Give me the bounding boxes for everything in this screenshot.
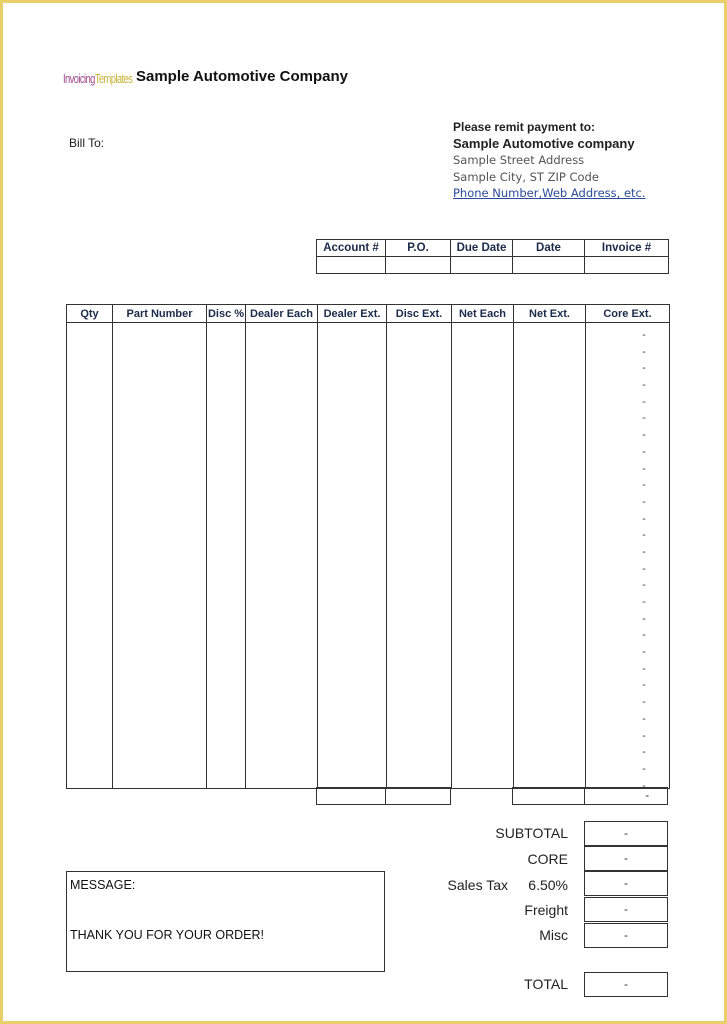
core-ext-dash: -	[642, 412, 646, 425]
remit-block	[453, 119, 646, 202]
account-header: Account #	[317, 240, 386, 257]
total-value: -	[584, 972, 668, 997]
invoice-info-table	[316, 239, 669, 274]
core-ext-dash: -	[642, 596, 646, 608]
core-ext-dash: -	[642, 779, 646, 792]
net-ext-column[interactable]	[514, 323, 586, 789]
remit-company: Sample Automotive company	[453, 135, 635, 151]
core-ext-dash: -	[642, 329, 646, 341]
po-header: P.O.	[386, 240, 451, 257]
core-ext-dash: -	[642, 579, 646, 592]
core-ext-dash: -	[642, 746, 646, 759]
sales-tax-rate[interactable]: 6.50%	[528, 877, 568, 893]
core-ext-dash: -	[642, 646, 646, 659]
core-ext-dash: -	[642, 445, 646, 458]
dealer-each-column[interactable]	[246, 323, 318, 789]
core-label: CORE	[527, 851, 568, 867]
message-label: MESSAGE:	[70, 878, 136, 892]
invoice-number-header: Invoice #	[585, 240, 669, 257]
items-body-row	[67, 323, 670, 789]
total-label: TOTAL	[524, 976, 568, 992]
core-ext-dash-list	[640, 327, 648, 794]
qty-column[interactable]	[67, 323, 113, 789]
core-ext-total-cell: -	[585, 788, 668, 805]
core-ext-dash: -	[642, 662, 646, 675]
logo-text-part1: Invoicing	[63, 71, 95, 86]
core-ext-dash: -	[642, 395, 646, 408]
dealer-ext-total-cell	[317, 788, 386, 805]
due-date-header: Due Date	[451, 240, 513, 257]
invoicing-templates-logo	[63, 71, 132, 86]
net-ext-total-cell	[513, 788, 585, 805]
disc-ext-total-cell	[386, 788, 451, 805]
subtotal-value: -	[584, 821, 668, 846]
core-ext-dash: -	[642, 629, 646, 642]
sales-tax-label: Sales Tax	[447, 877, 508, 893]
core-ext-dash: -	[642, 495, 646, 508]
part-number-header: Part Number	[113, 305, 207, 323]
net-each-header: Net Each	[452, 305, 514, 323]
extension-totals-row	[316, 787, 668, 805]
net-each-column[interactable]	[452, 323, 514, 789]
disc-ext-header: Disc Ext.	[387, 305, 452, 323]
core-ext-dash: -	[642, 729, 646, 742]
core-value: -	[584, 846, 668, 871]
disc-percent-column[interactable]	[207, 323, 246, 789]
core-ext-dash: -	[642, 762, 646, 775]
message-text: THANK YOU FOR YOUR ORDER!	[70, 928, 265, 942]
core-ext-dash: -	[642, 479, 646, 492]
core-ext-dash: -	[642, 379, 646, 392]
part-number-column[interactable]	[113, 323, 207, 789]
sales-tax-value: -	[584, 871, 668, 896]
remit-contact-link[interactable]: Phone Number,Web Address, etc.	[453, 186, 646, 200]
core-ext-dash: -	[642, 712, 646, 725]
core-ext-dash: -	[642, 462, 646, 475]
freight-label: Freight	[524, 902, 568, 918]
core-ext-dash: -	[642, 562, 646, 575]
misc-value[interactable]: -	[584, 923, 668, 948]
dealer-ext-header: Dealer Ext.	[318, 305, 387, 323]
core-ext-dash: -	[642, 529, 646, 542]
core-ext-dash: -	[642, 362, 646, 375]
core-ext-dash: -	[642, 545, 646, 558]
disc-ext-column[interactable]	[387, 323, 452, 789]
remit-street: Sample Street Address	[453, 153, 585, 167]
bill-to-label: Bill To:	[69, 136, 105, 150]
account-cell[interactable]	[317, 257, 386, 274]
core-ext-dash: -	[642, 512, 646, 525]
net-each-spacer	[451, 788, 513, 805]
core-ext-column[interactable]	[586, 323, 670, 792]
core-ext-dash: -	[642, 345, 646, 358]
remit-city: Sample City, ST ZIP Code	[453, 169, 599, 184]
logo-text-part2: Templates	[94, 71, 133, 86]
core-ext-dash: -	[642, 696, 646, 709]
info-value-row	[317, 257, 669, 274]
freight-value[interactable]: -	[584, 897, 668, 922]
extension-row	[317, 788, 668, 805]
dealer-each-header: Dealer Each	[246, 305, 318, 323]
items-header-row	[67, 305, 670, 323]
info-header-row	[317, 240, 669, 257]
disc-percent-header: Disc %	[207, 305, 246, 323]
net-ext-header: Net Ext.	[514, 305, 586, 323]
subtotal-label: SUBTOTAL	[495, 825, 568, 841]
misc-label: Misc	[539, 927, 568, 943]
date-header: Date	[513, 240, 585, 257]
date-cell[interactable]	[513, 257, 585, 274]
core-ext-dash: -	[642, 612, 646, 625]
company-name: Sample Automotive Company	[136, 68, 348, 85]
remit-title: Please remit payment to:	[453, 120, 596, 134]
po-cell[interactable]	[386, 257, 451, 274]
invoice-number-cell[interactable]	[585, 257, 669, 274]
core-ext-dash: -	[642, 429, 646, 442]
qty-header: Qty	[67, 305, 113, 323]
line-items-table	[66, 304, 670, 792]
message-box[interactable]	[66, 871, 385, 972]
dealer-ext-column[interactable]	[318, 323, 387, 789]
core-ext-header: Core Ext.	[586, 305, 670, 323]
core-ext-dash: -	[642, 679, 646, 692]
due-date-cell[interactable]	[451, 257, 513, 274]
